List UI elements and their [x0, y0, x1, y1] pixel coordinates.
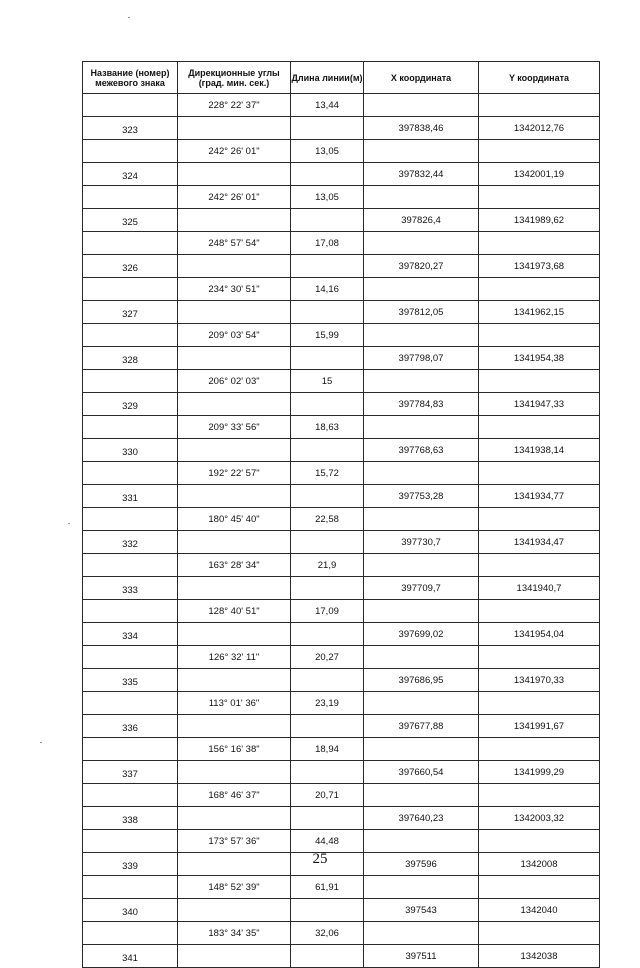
- table-row: [83, 301, 600, 324]
- cell-mark-name: [83, 186, 178, 209]
- cell-mark-name: 329: [83, 393, 178, 416]
- table-row: [83, 186, 600, 209]
- cell-direction-angle: 206° 02' 03": [178, 370, 291, 393]
- cell-y-coordinate: [479, 784, 600, 807]
- table-row: [83, 738, 600, 761]
- cell-direction-angle: [178, 899, 291, 922]
- cell-direction-angle: 209° 03' 54": [178, 324, 291, 347]
- cell-y-coordinate: 1342012,76: [479, 117, 600, 140]
- cell-direction-angle: [178, 485, 291, 508]
- table-row: [83, 209, 600, 232]
- cell-mark-name: [83, 278, 178, 301]
- cell-x-coordinate: 397511: [364, 945, 479, 968]
- cell-y-coordinate: [479, 508, 600, 531]
- cell-y-coordinate: 1342008: [479, 853, 600, 876]
- cell-y-coordinate: [479, 830, 600, 853]
- cell-mark-name: 333: [83, 577, 178, 600]
- cell-direction-angle: [178, 715, 291, 738]
- cell-direction-angle: 113° 01' 36": [178, 692, 291, 715]
- cell-y-coordinate: [479, 278, 600, 301]
- table-row: [83, 761, 600, 784]
- cell-y-coordinate: [479, 370, 600, 393]
- table-row: [83, 876, 600, 899]
- cell-direction-angle: 234° 30' 51": [178, 278, 291, 301]
- cell-line-length: 13,44: [291, 94, 364, 117]
- cell-mark-name: 337: [83, 761, 178, 784]
- cell-direction-angle: [178, 807, 291, 830]
- table-row: [83, 94, 600, 117]
- cell-direction-angle: [178, 163, 291, 186]
- header-mark-name: Название (номер) межевого знака: [83, 62, 178, 94]
- table-row: [83, 554, 600, 577]
- cell-mark-name: 332: [83, 531, 178, 554]
- table-row: [83, 807, 600, 830]
- cell-line-length: 15: [291, 370, 364, 393]
- boundary-marks-table: [82, 61, 600, 968]
- cell-line-length: 20,71: [291, 784, 364, 807]
- cell-mark-name: 334: [83, 623, 178, 646]
- table-row: [83, 324, 600, 347]
- table-row: [83, 531, 600, 554]
- cell-x-coordinate: 397832,44: [364, 163, 479, 186]
- cell-line-length: [291, 899, 364, 922]
- cell-line-length: 44,48: [291, 830, 364, 853]
- cell-line-length: 15,72: [291, 462, 364, 485]
- table-row: [83, 945, 600, 968]
- cell-direction-angle: 173° 57' 36": [178, 830, 291, 853]
- cell-line-length: [291, 807, 364, 830]
- cell-direction-angle: 148° 52' 39": [178, 876, 291, 899]
- table-row: [83, 577, 600, 600]
- cell-y-coordinate: [479, 462, 600, 485]
- cell-line-length: [291, 945, 364, 968]
- cell-direction-angle: [178, 301, 291, 324]
- cell-line-length: [291, 623, 364, 646]
- cell-mark-name: [83, 646, 178, 669]
- cell-y-coordinate: [479, 186, 600, 209]
- cell-line-length: 17,08: [291, 232, 364, 255]
- cell-y-coordinate: [479, 554, 600, 577]
- cell-line-length: [291, 439, 364, 462]
- cell-mark-name: 339: [83, 853, 178, 876]
- cell-y-coordinate: [479, 876, 600, 899]
- cell-x-coordinate: [364, 784, 479, 807]
- table-row: [83, 462, 600, 485]
- cell-y-coordinate: 1342040: [479, 899, 600, 922]
- cell-line-length: [291, 255, 364, 278]
- cell-line-length: [291, 577, 364, 600]
- cell-line-length: [291, 715, 364, 738]
- cell-mark-name: [83, 370, 178, 393]
- cell-y-coordinate: [479, 646, 600, 669]
- cell-mark-name: 327: [83, 301, 178, 324]
- cell-y-coordinate: 1341934,77: [479, 485, 600, 508]
- cell-direction-angle: 168° 46' 37": [178, 784, 291, 807]
- cell-line-length: [291, 209, 364, 232]
- cell-y-coordinate: 1341991,67: [479, 715, 600, 738]
- table-row: [83, 347, 600, 370]
- cell-x-coordinate: 397820,27: [364, 255, 479, 278]
- cell-x-coordinate: 397709,7: [364, 577, 479, 600]
- cell-mark-name: [83, 416, 178, 439]
- cell-x-coordinate: 397798,07: [364, 347, 479, 370]
- cell-line-length: 15,99: [291, 324, 364, 347]
- cell-y-coordinate: 1341940,7: [479, 577, 600, 600]
- cell-direction-angle: [178, 623, 291, 646]
- cell-x-coordinate: 397686,95: [364, 669, 479, 692]
- cell-line-length: [291, 301, 364, 324]
- cell-mark-name: [83, 324, 178, 347]
- cell-x-coordinate: 397660,54: [364, 761, 479, 784]
- cell-mark-name: [83, 922, 178, 945]
- cell-line-length: 13,05: [291, 140, 364, 163]
- table-row: [83, 485, 600, 508]
- cell-line-length: [291, 117, 364, 140]
- table-row: [83, 692, 600, 715]
- table-row: [83, 600, 600, 623]
- cell-y-coordinate: 1342001,19: [479, 163, 600, 186]
- cell-y-coordinate: [479, 140, 600, 163]
- cell-mark-name: [83, 554, 178, 577]
- table-row: [83, 646, 600, 669]
- cell-line-length: [291, 761, 364, 784]
- cell-x-coordinate: 397812,05: [364, 301, 479, 324]
- cell-x-coordinate: [364, 646, 479, 669]
- cell-x-coordinate: [364, 738, 479, 761]
- cell-direction-angle: [178, 669, 291, 692]
- table-row: [83, 117, 600, 140]
- cell-y-coordinate: [479, 416, 600, 439]
- cell-line-length: 18,94: [291, 738, 364, 761]
- cell-x-coordinate: 397640,23: [364, 807, 479, 830]
- cell-line-length: 61,91: [291, 876, 364, 899]
- cell-x-coordinate: 397753,28: [364, 485, 479, 508]
- cell-line-length: 23,19: [291, 692, 364, 715]
- cell-x-coordinate: [364, 922, 479, 945]
- cell-line-length: [291, 485, 364, 508]
- cell-line-length: 17,09: [291, 600, 364, 623]
- cell-y-coordinate: [479, 94, 600, 117]
- table-row: [83, 899, 600, 922]
- cell-line-length: 20,27: [291, 646, 364, 669]
- cell-mark-name: 323: [83, 117, 178, 140]
- cell-mark-name: 340: [83, 899, 178, 922]
- cell-x-coordinate: 397730,7: [364, 531, 479, 554]
- header-x-coordinate: X координата: [364, 62, 479, 94]
- cell-mark-name: 326: [83, 255, 178, 278]
- table-row: [83, 416, 600, 439]
- cell-mark-name: [83, 784, 178, 807]
- table-row: [83, 140, 600, 163]
- cell-y-coordinate: 1341934,47: [479, 531, 600, 554]
- cell-direction-angle: 242° 26' 01": [178, 186, 291, 209]
- cell-y-coordinate: 1341954,04: [479, 623, 600, 646]
- cell-line-length: 18,63: [291, 416, 364, 439]
- cell-direction-angle: [178, 117, 291, 140]
- cell-y-coordinate: 1341970,33: [479, 669, 600, 692]
- cell-x-coordinate: 397543: [364, 899, 479, 922]
- cell-direction-angle: 180° 45' 40": [178, 508, 291, 531]
- cell-mark-name: [83, 876, 178, 899]
- cell-mark-name: [83, 462, 178, 485]
- cell-y-coordinate: [479, 738, 600, 761]
- cell-mark-name: [83, 830, 178, 853]
- cell-direction-angle: [178, 393, 291, 416]
- table-row: [83, 393, 600, 416]
- table-row: [83, 278, 600, 301]
- cell-y-coordinate: [479, 692, 600, 715]
- cell-direction-angle: 126° 32' 11": [178, 646, 291, 669]
- cell-x-coordinate: [364, 462, 479, 485]
- cell-x-coordinate: [364, 600, 479, 623]
- cell-y-coordinate: 1342038: [479, 945, 600, 968]
- cell-mark-name: 328: [83, 347, 178, 370]
- cell-mark-name: 336: [83, 715, 178, 738]
- cell-x-coordinate: [364, 140, 479, 163]
- cell-x-coordinate: [364, 416, 479, 439]
- cell-y-coordinate: [479, 600, 600, 623]
- table-row: [83, 784, 600, 807]
- cell-x-coordinate: [364, 554, 479, 577]
- cell-x-coordinate: [364, 232, 479, 255]
- cell-y-coordinate: 1341938,14: [479, 439, 600, 462]
- cell-y-coordinate: 1341954,38: [479, 347, 600, 370]
- cell-x-coordinate: [364, 324, 479, 347]
- cell-y-coordinate: 1342003,32: [479, 807, 600, 830]
- page-number: 25: [312, 851, 328, 867]
- table-row: [83, 370, 600, 393]
- cell-x-coordinate: 397699,02: [364, 623, 479, 646]
- cell-direction-angle: 163° 28' 34": [178, 554, 291, 577]
- table-header-row: [83, 62, 600, 94]
- table-row: [83, 508, 600, 531]
- cell-line-length: [291, 393, 364, 416]
- cell-y-coordinate: 1341973,68: [479, 255, 600, 278]
- table-row: [83, 232, 600, 255]
- cell-mark-name: 330: [83, 439, 178, 462]
- cell-mark-name: 338: [83, 807, 178, 830]
- cell-line-length: [291, 347, 364, 370]
- scan-speck: [40, 742, 42, 743]
- cell-x-coordinate: [364, 94, 479, 117]
- cell-x-coordinate: 397768,63: [364, 439, 479, 462]
- cell-y-coordinate: [479, 922, 600, 945]
- cell-x-coordinate: 397677,88: [364, 715, 479, 738]
- cell-direction-angle: [178, 347, 291, 370]
- cell-direction-angle: [178, 209, 291, 232]
- cell-direction-angle: 183° 34' 35": [178, 922, 291, 945]
- cell-line-length: 13,05: [291, 186, 364, 209]
- cell-y-coordinate: 1341999,29: [479, 761, 600, 784]
- cell-direction-angle: 209° 33' 56": [178, 416, 291, 439]
- cell-x-coordinate: [364, 508, 479, 531]
- cell-direction-angle: [178, 761, 291, 784]
- table-row: [83, 163, 600, 186]
- cell-y-coordinate: 1341989,62: [479, 209, 600, 232]
- cell-direction-angle: [178, 255, 291, 278]
- cell-direction-angle: 192° 22' 57": [178, 462, 291, 485]
- cell-x-coordinate: [364, 186, 479, 209]
- table-row: [83, 255, 600, 278]
- cell-direction-angle: 128° 40' 51": [178, 600, 291, 623]
- cell-x-coordinate: [364, 692, 479, 715]
- table-row: [83, 623, 600, 646]
- table-row: [83, 830, 600, 853]
- scan-speck: [68, 523, 70, 524]
- cell-mark-name: [83, 692, 178, 715]
- cell-x-coordinate: [364, 278, 479, 301]
- cell-y-coordinate: [479, 232, 600, 255]
- cell-x-coordinate: 397826,4: [364, 209, 479, 232]
- cell-x-coordinate: [364, 876, 479, 899]
- header-direction-angle: Дирекционные углы (град. мин. сек.): [178, 62, 291, 94]
- cell-mark-name: [83, 738, 178, 761]
- table-row: [83, 715, 600, 738]
- cell-x-coordinate: 397838,46: [364, 117, 479, 140]
- cell-direction-angle: [178, 577, 291, 600]
- cell-direction-angle: 228° 22' 37": [178, 94, 291, 117]
- table-row: [83, 922, 600, 945]
- table-row: [83, 669, 600, 692]
- cell-direction-angle: [178, 439, 291, 462]
- cell-mark-name: 335: [83, 669, 178, 692]
- cell-line-length: 14,16: [291, 278, 364, 301]
- cell-line-length: [291, 163, 364, 186]
- cell-direction-angle: [178, 531, 291, 554]
- cell-y-coordinate: 1341947,33: [479, 393, 600, 416]
- cell-x-coordinate: [364, 370, 479, 393]
- cell-line-length: 32,06: [291, 922, 364, 945]
- cell-direction-angle: [178, 945, 291, 968]
- cell-mark-name: 331: [83, 485, 178, 508]
- cell-x-coordinate: 397596: [364, 853, 479, 876]
- cell-line-length: 22,58: [291, 508, 364, 531]
- scan-speck: [128, 17, 130, 18]
- cell-y-coordinate: [479, 324, 600, 347]
- cell-mark-name: 324: [83, 163, 178, 186]
- cell-mark-name: [83, 94, 178, 117]
- cell-mark-name: [83, 140, 178, 163]
- cell-line-length: [291, 669, 364, 692]
- header-line-length: Длина линии(м): [291, 62, 364, 94]
- cell-y-coordinate: 1341962,15: [479, 301, 600, 324]
- cell-direction-angle: 156° 16' 38": [178, 738, 291, 761]
- table-row: [83, 439, 600, 462]
- cell-direction-angle: 242° 26' 01": [178, 140, 291, 163]
- cell-mark-name: 325: [83, 209, 178, 232]
- cell-line-length: 21,9: [291, 554, 364, 577]
- cell-mark-name: [83, 600, 178, 623]
- cell-mark-name: [83, 508, 178, 531]
- cell-mark-name: 341: [83, 945, 178, 968]
- cell-direction-angle: 248° 57' 54": [178, 232, 291, 255]
- cell-x-coordinate: 397784,83: [364, 393, 479, 416]
- header-y-coordinate: Y координата: [479, 62, 600, 94]
- cell-mark-name: [83, 232, 178, 255]
- cell-x-coordinate: [364, 830, 479, 853]
- cell-line-length: [291, 531, 364, 554]
